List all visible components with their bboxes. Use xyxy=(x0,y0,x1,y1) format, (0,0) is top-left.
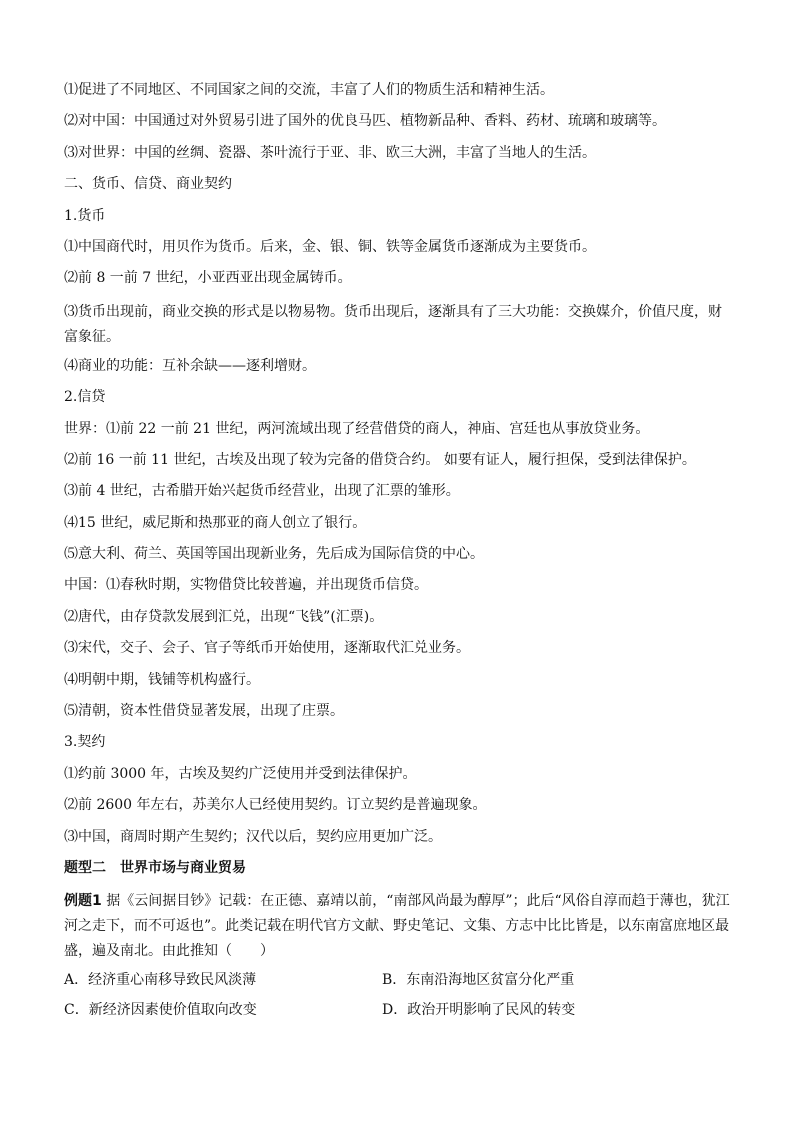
section-label: 题型二 xyxy=(64,859,106,876)
text-line: ⑵前 2600 年左右，苏美尔人已经使用契约。订立契约是普遍现象。 xyxy=(64,797,487,814)
text-line: ⑵前 8 一前 7 世纪，小亚西亚出现金属铸币。 xyxy=(64,270,352,287)
text-line: ⑸意大利、荷兰、英国等国出现新业务，先后成为国际信贷的中心。 xyxy=(64,546,484,563)
text-line: ⑶前 4 世纪，古希腊开始兴起货币经营业，出现了汇票的雏形。 xyxy=(64,483,460,500)
document-page xyxy=(64,80,734,1032)
text-line: 中国：⑴春秋时期，实物借贷比较普遍，并出现货币信贷。 xyxy=(64,577,428,594)
option-d: D．政治开明影响了民风的转变 xyxy=(382,1002,576,1019)
subsection-title: 2.信贷 xyxy=(64,389,106,406)
text-line: ⑵唐代，由存贷款发展到汇兑，出现“飞钱”(汇票)。 xyxy=(64,608,384,625)
text-line: ⑶中国，商周时期产生契约；汉代以后，契约应用更加广泛。 xyxy=(64,828,442,845)
section-subheading: 二、货币、信贷、商业契约 xyxy=(64,176,232,193)
text-line: ⑷明朝中期，钱铺等机构盛行。 xyxy=(64,671,260,688)
text-line: ⑴中国商代时，用贝作为货币。后来，金、银、铜、铁等金属货币逐渐成为主要货币。 xyxy=(64,238,596,255)
text-line: ⑴促进了不同地区、不同国家之间的交流，丰富了人们的物质生活和精神生活。 xyxy=(64,82,554,98)
text-line: ⑵对中国：中国通过对外贸易引进了国外的优良马匹、植物新品种、香料、药材、琉璃和玻璃等。 xyxy=(64,113,666,130)
option-c: C．新经济因素使价值取向改变 xyxy=(64,1002,257,1019)
section-heading xyxy=(64,858,734,878)
text-line: ⑷商业的功能：互补余缺——逐利增财。 xyxy=(64,357,316,374)
section-title: 世界市场与商业贸易 xyxy=(120,859,246,876)
text-line: ⑸清朝，资本性借贷显著发展，出现了庄票。 xyxy=(64,703,344,720)
text-paragraph: ⑶货币出现前，商业交换的形式是以物易物。货币出现后，逐渐具有了三大功能：交换媒介，价值尺度，财富象征。 xyxy=(64,303,722,345)
answer-options xyxy=(64,970,734,1032)
question-text: 据《云间据目钞》记载：在正德、嘉靖以前，“南部风尚最为醇厚”；此后“风俗自淳而趋于薄也，犹江河之走下，而不可返也”。此类记载在明代官方文献、野史笔记、文集、方志中比比皆是，以东南富庶地区最盛，遍及南北。由此推知（ ） xyxy=(64,893,730,960)
option-b: B．东南沿海地区贫富分化严重 xyxy=(382,972,575,989)
subsection-title: 1.货币 xyxy=(64,207,106,224)
question-stem xyxy=(64,889,734,964)
option-a: A．经济重心南移导致民风淡薄 xyxy=(64,972,257,989)
question-label: 例题1 xyxy=(64,893,102,910)
subsection-title: 3.契约 xyxy=(64,734,106,751)
text-line: ⑷15 世纪，威尼斯和热那亚的商人创立了银行。 xyxy=(64,514,367,531)
text-line: ⑴约前 3000 年，古埃及契约广泛使用并受到法律保护。 xyxy=(64,765,417,782)
text-line: ⑶宋代，交子、会子、官子等纸币开始使用，逐渐取代汇兑业务。 xyxy=(64,640,470,657)
text-line: ⑵前 16 一前 11 世纪，古埃及出现了较为完备的借贷合约。 如要有证人，履行担保，受到法律保护。 xyxy=(64,451,696,468)
text-line: ⑶对世界：中国的丝绸、瓷器、茶叶流行于亚、非、欧三大洲，丰富了当地人的生活。 xyxy=(64,144,596,161)
text-line: 世界：⑴前 22 一前 21 世纪，两河流域出现了经营借贷的商人，神庙、宫廷也从事放贷业务。 xyxy=(64,420,650,437)
